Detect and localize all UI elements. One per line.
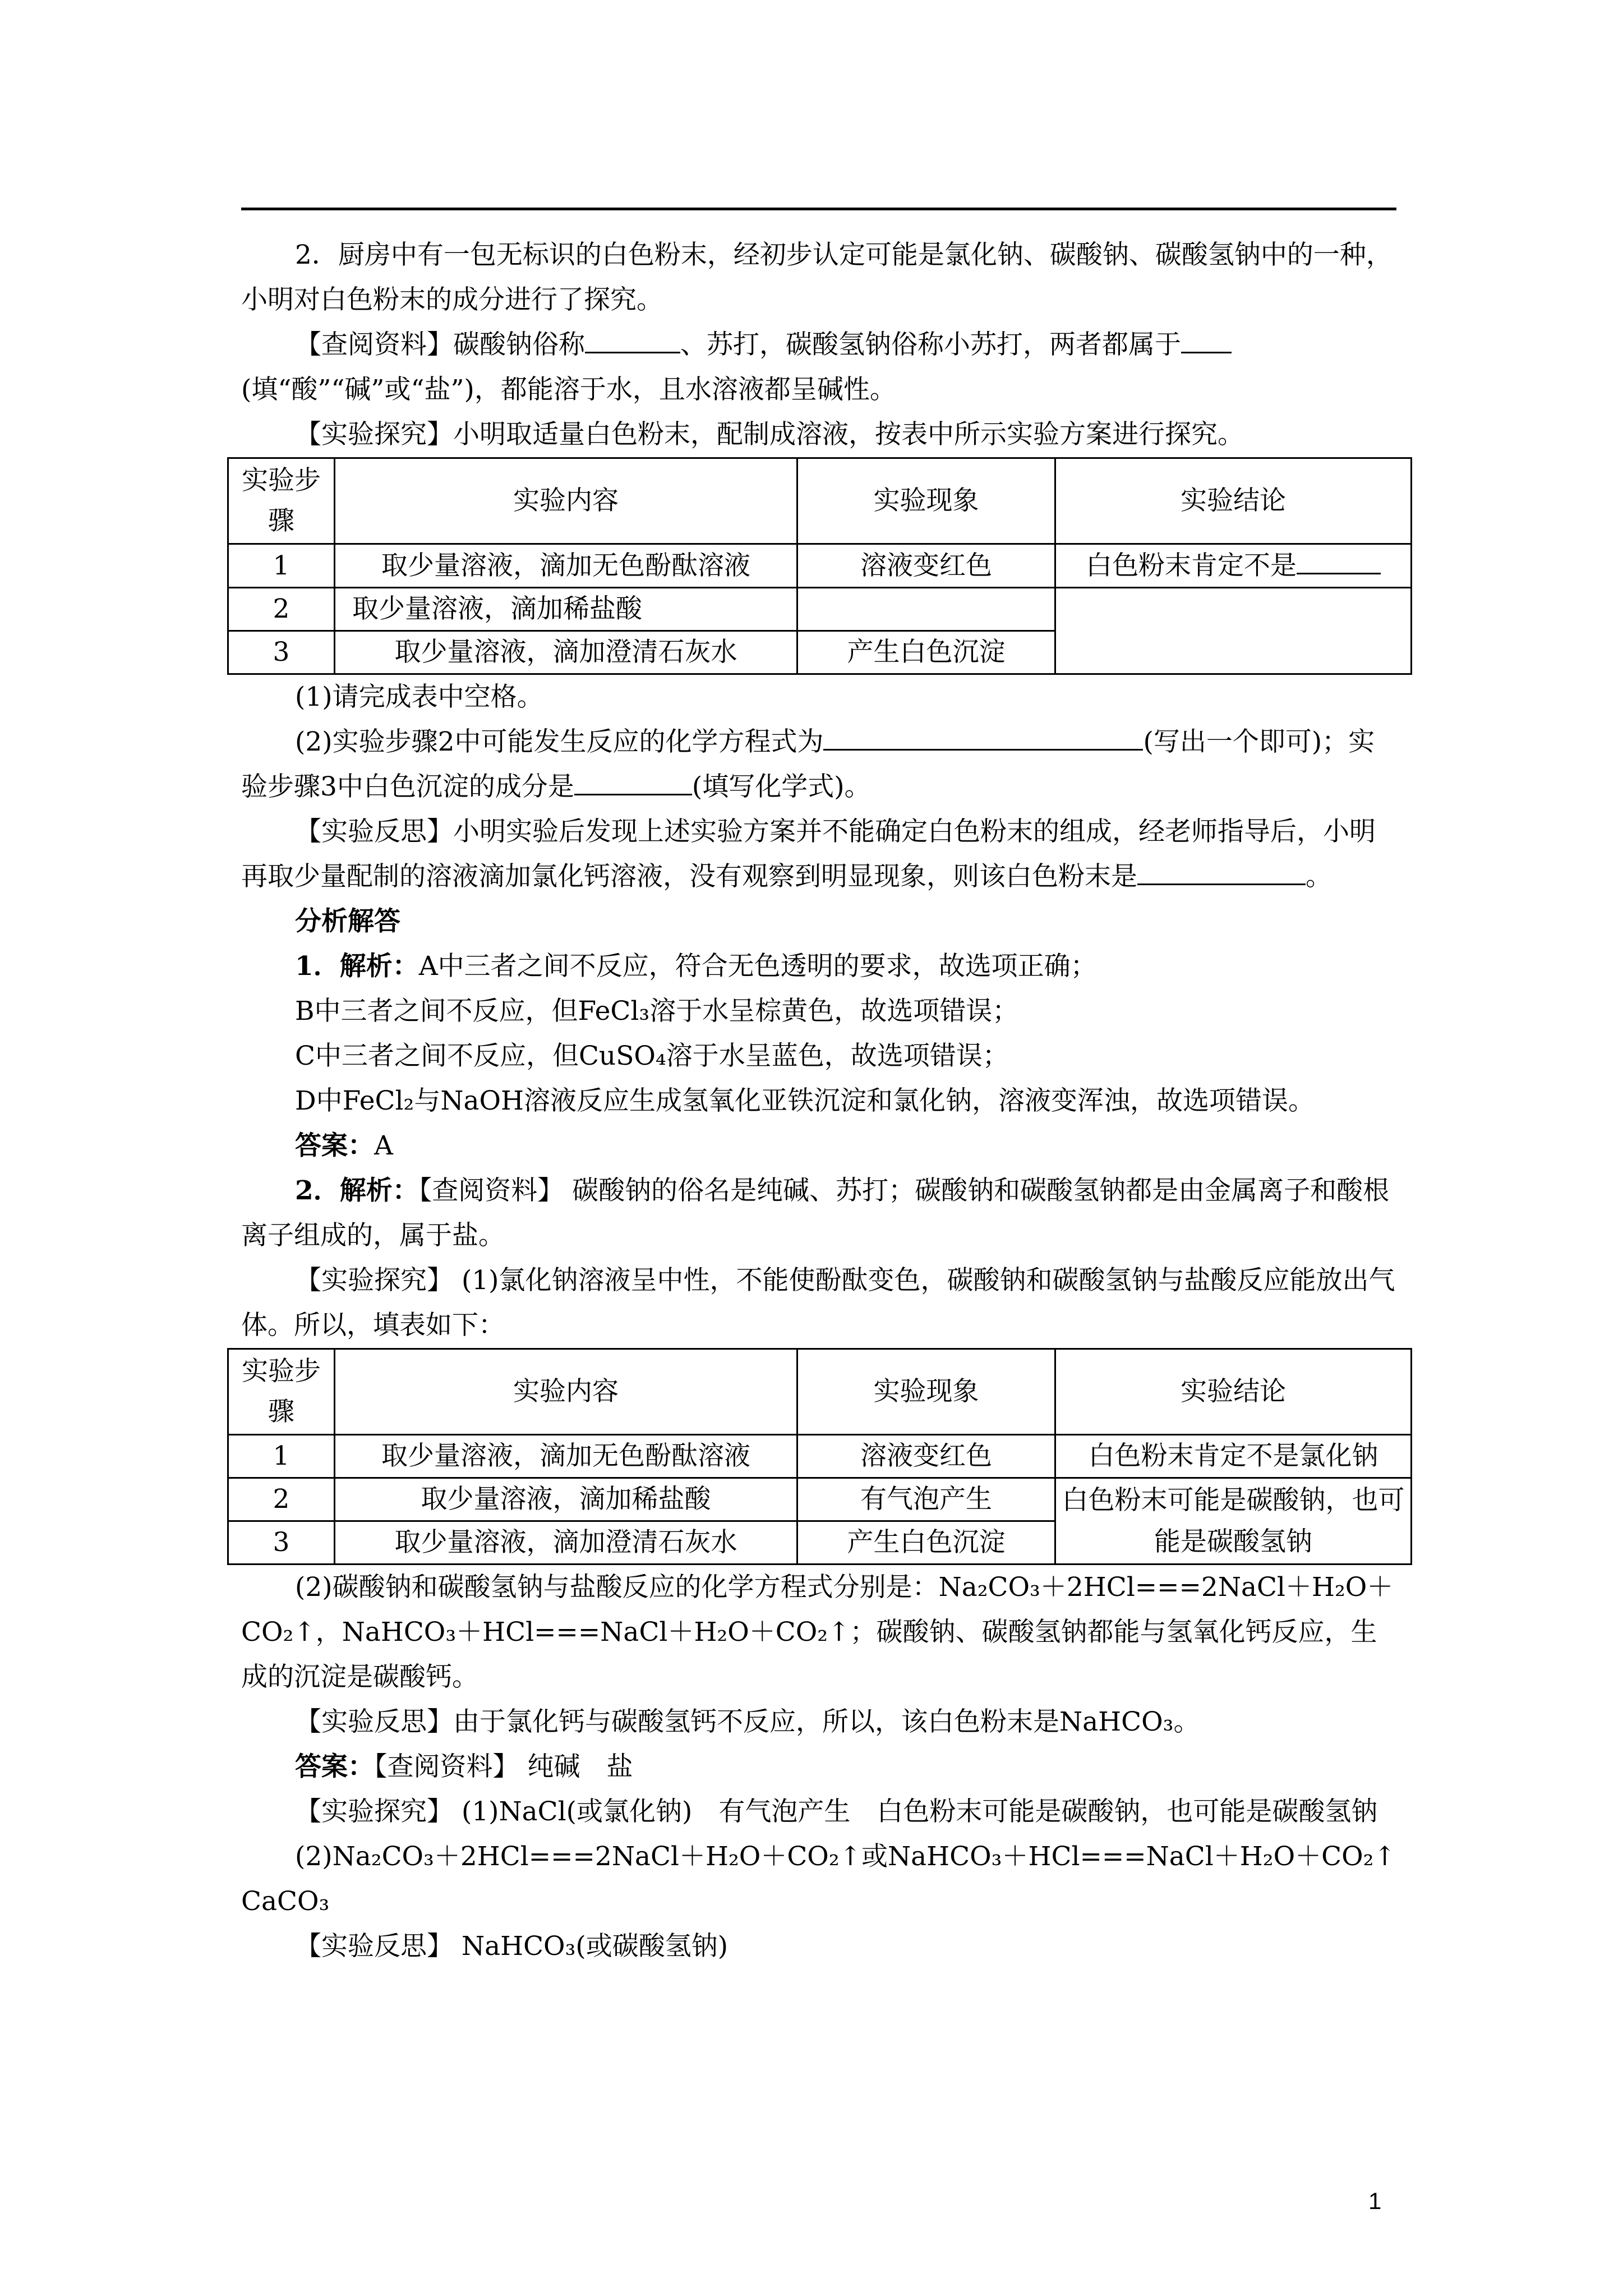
table-row: 3 取少量溶液，滴加澄清石灰水 产生白色沉淀 xyxy=(228,1521,1412,1565)
table-header: 实验结论 xyxy=(1055,1349,1412,1435)
blank-soda-name xyxy=(585,324,680,353)
blank-precipitate xyxy=(574,766,692,795)
question-2-info: 【查阅资料】碳酸钠俗称 、苏打，碳酸氢钠俗称小苏打，两者都属于(填“酸”“碱”或“盐”)，都能溶于水，且水溶液都呈碱性。 xyxy=(241,323,1396,412)
analysis-2-equations: (2)碳酸钠和碳酸氢钠与盐酸反应的化学方程式分别是：Na₂CO₃＋2HCl===2NaCl＋H₂O＋CO₂↑，NaHCO₃＋HCl===NaCl＋H₂O＋CO₂↑；碳酸钠、碳酸氢钠都能与氢氧化钙反应，生成的沉淀是碳酸钙。 xyxy=(241,1572,1394,1692)
table-header: 实验步骤 xyxy=(228,1349,335,1435)
answer-2-explore: 【实验探究】 (1)NaCl(或氯化钠) 有气泡产生 白色粉末可能是碳酸钠，也可能是碳酸氢钠 xyxy=(295,1796,1378,1827)
blank-conclusion xyxy=(1297,545,1381,574)
page-number: 1 xyxy=(1368,2188,1382,2214)
analysis-2-reflect: 【实验反思】由于氯化钙与碳酸氢钙不反应，所以，该白色粉末是NaHCO₃。 xyxy=(295,1706,1200,1737)
answer-2-equations: (2)Na₂CO₃＋2HCl===2NaCl＋H₂O＋CO₂↑或NaHCO₃＋HCl===NaCl＋H₂O＋CO₂↑ CaCO₃ xyxy=(241,1841,1422,1917)
question-2-reflect: 【实验反思】小明实验后发现上述实验方案并不能确定白色粉末的组成，经老师指导后，小明再取少量配制的溶液滴加氯化钙溶液，没有观察到明显现象，则该白色粉末是 。 xyxy=(241,816,1376,892)
sub-question-2: (2)实验步骤2中可能发生反应的化学方程式为 (写出一个即可)；实验步骤3中白色沉淀的成分是 (填写化学式)。 xyxy=(241,720,1396,809)
experiment-table xyxy=(227,457,1412,675)
table-row: 3 取少量溶液，滴加澄清石灰水 产生白色沉淀 xyxy=(228,631,1412,674)
table-header: 实验内容 xyxy=(335,1349,797,1435)
answer-2-reflect: 【实验反思】 NaHCO₃(或碳酸氢钠) xyxy=(295,1931,728,1962)
analysis-1-line-2: B中三者之间不反应，但FeCl₃溶于水呈棕黄色，故选项错误； xyxy=(295,996,1019,1027)
table-row: 1 取少量溶液，滴加无色酚酞溶液 溶液变红色 白色粉末肯定不是 xyxy=(228,544,1412,588)
analysis-1-line-1: 1．解析：A中三者之间不反应，符合无色透明的要求，故选项正确； xyxy=(295,951,1097,982)
blank-equation xyxy=(823,721,1143,751)
table-row: 1 取少量溶液，滴加无色酚酞溶液 溶液变红色 白色粉末肯定不是氯化钠 xyxy=(228,1435,1412,1478)
answer-2-info: 答案：【查阅资料】 纯碱 盐 xyxy=(295,1751,633,1782)
answer-table xyxy=(227,1348,1412,1565)
analysis-1-line-3: C中三者之间不反应，但CuSO₄溶于水呈蓝色，故选项错误； xyxy=(295,1041,1009,1071)
question-2-explore: 【实验探究】小明取适量白色粉末，配制成溶液，按表中所示实验方案进行探究。 xyxy=(295,419,1244,450)
table-header: 实验现象 xyxy=(797,1349,1055,1435)
table-header: 实验现象 xyxy=(797,458,1055,544)
table-row: 2 取少量溶液，滴加稀盐酸 有气泡产生 白色粉末可能是碳酸钠，也可能是碳酸氢钠 xyxy=(228,1478,1412,1521)
table-header: 实验结论 xyxy=(1055,458,1412,544)
document-body xyxy=(241,233,1422,1969)
question-2-intro: 2．厨房中有一包无标识的白色粉末，经初步认定可能是氯化钠、碳酸钠、碳酸氢钠中的一种，小明对白色粉末的成分进行了探究。 xyxy=(241,240,1393,315)
sub-question-1: (1)请完成表中空格。 xyxy=(295,682,543,712)
info-tag: 【查阅资料】 xyxy=(295,329,453,360)
table-header: 实验步骤 xyxy=(228,458,335,544)
table-row: 2 取少量溶液，滴加稀盐酸 xyxy=(228,588,1412,631)
table-header: 实验内容 xyxy=(335,458,797,544)
header-rule xyxy=(241,208,1396,210)
answer-1: 答案：A xyxy=(295,1130,393,1161)
blank-salt-type xyxy=(1181,324,1232,353)
analysis-heading: 分析解答 xyxy=(295,906,400,937)
blank-powder xyxy=(1137,855,1306,885)
analysis-2-explore: 【实验探究】 (1)氯化钠溶液呈中性，不能使酚酞变色，碳酸钠和碳酸氢钠与盐酸反应能放出气体。所以，填表如下： xyxy=(241,1265,1395,1341)
analysis-1-line-4: D中FeCl₂与NaOH溶液反应生成氢氧化亚铁沉淀和氯化钠，溶液变浑浊，故选项错误。 xyxy=(295,1085,1315,1116)
analysis-2-info: 2．解析：【查阅资料】 碳酸钠的俗名是纯碱、苏打；碳酸钠和碳酸氢钠都是由金属离子和酸根离子组成的，属于盐。 xyxy=(241,1175,1390,1251)
